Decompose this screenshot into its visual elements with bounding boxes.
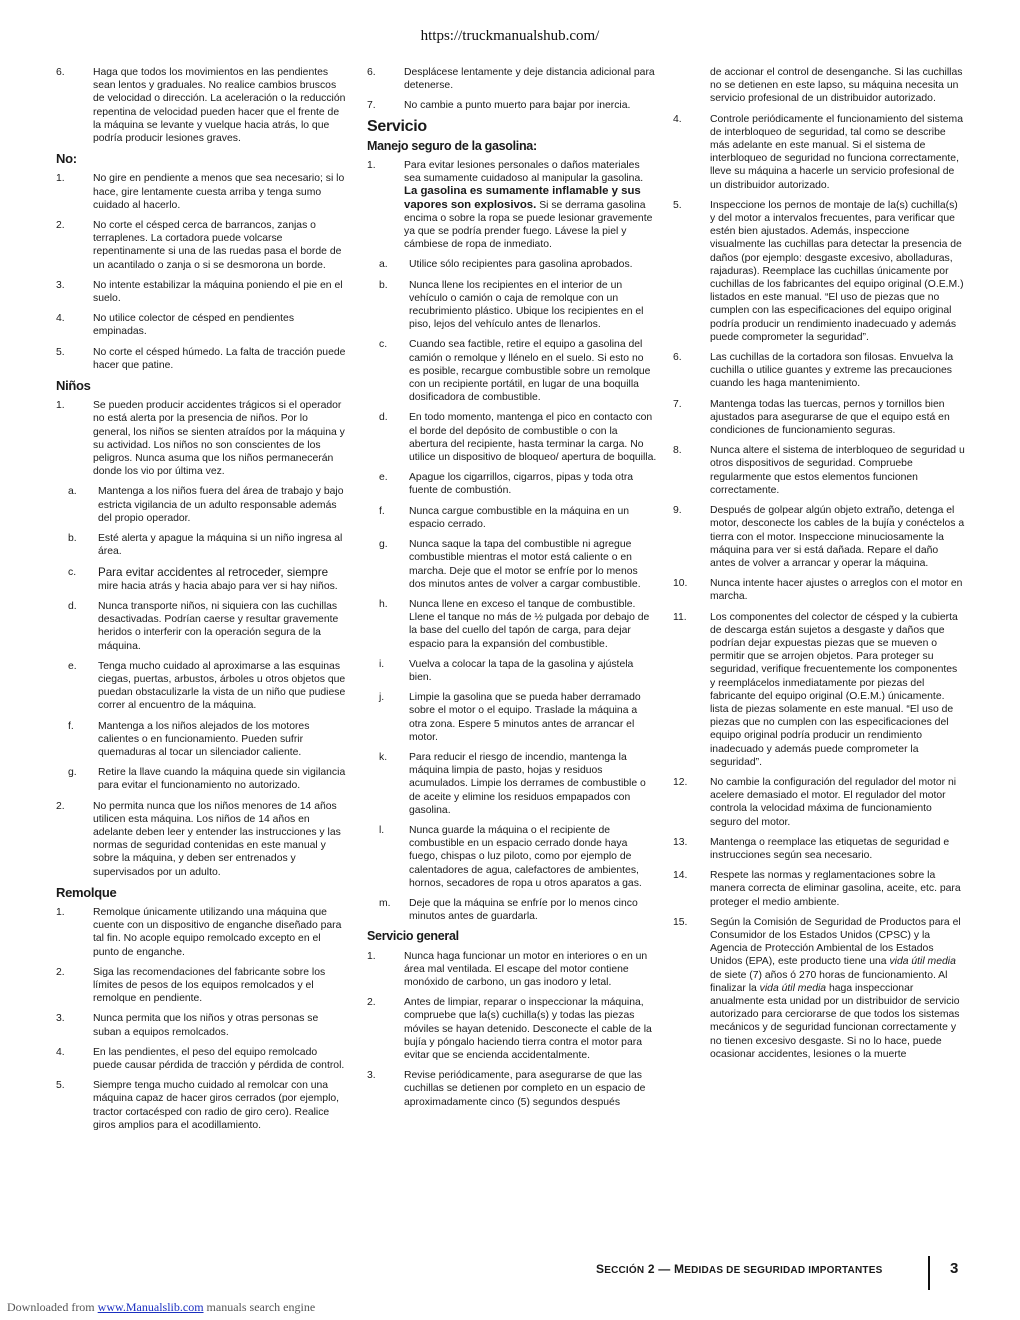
list-item: 14. Respete las normas y reglamentaciones sobre la manera correcta de eliminar gasolina, aceite, etc. para proteger el medio ambiente. [673, 870, 961, 908]
heading-remolque: Remolque [56, 884, 117, 900]
sub-list-item: b. Nunca llene los recipientes en el interior de un vehículo o camión o caja de remolque con un recubrimiento plástico. Ubique los recipientes en el piso, lejos del vehículo antes de llenarlos. [379, 279, 644, 331]
list-item: 3. No intente estabilizar la máquina poniendo el pie en el suelo. [56, 279, 343, 305]
sub-list-item: d. Nunca transporte niños, ni siquiera con las cuchillas desactivadas. Podrían caerse y resultar gravemente heridos o interferir con la operación segura de la máquina. [68, 600, 339, 652]
list-item: 1. Se pueden producir accidentes trágicos si el operador no está alerta por la presencia de niños. Por lo general, los niños se sienten atraídos por la máquina y su actividad. Los niños no son conscientes de los peligros. Nunca asuma que los niños permanecerán donde los vio por última vez. [56, 400, 345, 478]
list-item: 4. No utilice colector de césped en pendientes empinadas. [56, 313, 295, 338]
list-item: 13. Mantenga o reemplace las etiquetas de seguridad e instrucciones según sea necesario. [673, 836, 950, 861]
heading-ninos: Niños [56, 378, 91, 394]
column-1 [56, 66, 348, 1139]
sub-list-item: c. Para evitar accidentes al retroceder, siempre mire hacia atrás y hacia abajo para ver si hay niños. [68, 565, 338, 592]
sub-list-item: f. Mantenga a los niños alejados de los motores calientes o en funcionamiento. Pueden sufrir quemaduras al tocar un silenciador caliente. [68, 720, 310, 758]
list-item: 7. No cambie a punto muerto para bajar por inercia. [367, 100, 631, 112]
section-footer: SECCIÓN 2 — MEDIDAS DE SEGURIDAD IMPORTANTES [596, 1262, 883, 1276]
page-number: 3 [950, 1260, 959, 1277]
list-item: 6. Haga que todos los movimientos en las pendientes sean lentos y graduales. No realice cambios bruscos de velocidad o dirección. La aceleración o la reducción repentina de velocidad pueden hacer que el frente de la máquina se levante y vuelque hacia atrás, lo que podría producir lesiones graves. [56, 67, 346, 145]
list-item: 1. Nunca haga funcionar un motor en interiores o en un área mal ventilada. El escape del motor contiene monóxido de carbono, un gas inodoro y letal. [367, 950, 648, 988]
sub-list-item: j. Limpie la gasolina que se pueda haber derramado sobre el motor o el equipo. Traslade la máquina a otra zona. Espere 5 minutos antes de arrancar el motor. [379, 692, 641, 743]
continued-text: de accionar el control de desenganche. Si las cuchillas no se detienen en este lapso, su máquina necesita un servicio profesional de un distribuidor autorizado. [710, 67, 963, 105]
list-item: 11. Los componentes del colector de césped y la cubierta de descarga están sujetos a desgaste y daños que podrían dejar expuestas piezas que se mueven o permitir que se arrojen objetos. Para proteger su seguridad, verifique frecuentemente los componentes y reemplácelos inmediatamente por piezas del fabricante del equipo original (O.E.M.) únicamente. lista de piezas solamente en este manual. “El uso de piezas que no cumplen con las especificaciones del equipo original podría producir un rendimiento inadecuado y además puede comprometer la seguridad”. [673, 611, 958, 768]
heading-servicio-general: Servicio general [367, 929, 459, 944]
list-item: 9. Después de golpear algún objeto extraño, detenga el motor, desconecte los cables de la bujía y conéctelos a tierra con el motor. Inspeccione minuciosamente la máquina para ver si está dañada. Repare el daño antes de volver a arrancar y operar la máquina. [673, 505, 965, 569]
list-item: 4. En las pendientes, el peso del equipo remolcado puede causar pérdida de tracción y pérdida de control. [56, 1046, 345, 1071]
sub-list-item: f. Nunca cargue combustible en la máquina en un espacio cerrado. [379, 505, 630, 530]
list-item: 2. Siga las recomendaciones del fabricante sobre los límites de pesos de los equipos remolcados y el remolque en pendiente. [56, 966, 326, 1005]
sub-list-item: k. Para reducir el riesgo de incendio, mantenga la máquina limpia de pasto, hojas y residuos acumulados. Limpie los derrames de combustible o de aceite y elimine los residuos empapados con gasolina. [379, 751, 646, 816]
heading-gasolina: Manejo seguro de la gasolina: [367, 138, 537, 153]
list-item: 8. Nunca altere el sistema de interbloqueo de seguridad u otros dispositivos de seguridad. Compruebe regularmente que estos elementos funcionen correctamente. [673, 445, 965, 496]
column-3 [673, 66, 965, 1068]
sub-list-item: c. Cuando sea factible, retire el equipo a gasolina del camión o remolque y llénelo en el suelo. Si esto no es posible, recargue combustible sobre un remolque con un recipiente portátil, en lugar de una boquilla dosificadora de combustible. [379, 339, 651, 404]
list-item: 1. Para evitar lesiones personales o daños materiales sea sumamente cuidadoso al manipular la gasolina. La gasolina es sumamente inflamable y sus vapores son explosivos. Si se derrama gasolina encima o sobre la ropa se puede lesionar gravemente ya que se podría prender fuego. Lávese la piel y cámbiese de ropa de inmediato. [367, 160, 653, 251]
download-note: Downloaded from www.Manualslib.com manuals search engine [7, 1300, 316, 1314]
sub-list-item: e. Apague los cigarrillos, cigarros, pipas y toda otra fuente de combustión. [379, 472, 634, 497]
list-item: 12. No cambie la configuración del regulador del motor ni acelere demasiado el motor. El regulador del motor controla la velocidad máxima de funcionamiento seguro del motor. [673, 776, 957, 828]
sub-list-item: b. Esté alerta y apague la máquina si un niño ingresa al área. [68, 533, 343, 558]
footer-divider [928, 1256, 930, 1290]
list-item: 1. Remolque únicamente utilizando una máquina que cuente con un dispositivo de enganche diseñado para tal fin. No acople equipo remolcado excepto en el punto de enganche. [56, 906, 342, 958]
sub-list-item: m. Deje que la máquina se enfríe por lo menos cinco minutos antes de guardarla. [379, 897, 638, 923]
column-2 [367, 66, 657, 1116]
list-item: 5. Siempre tenga mucho cuidado al remolcar con una máquina capaz de hacer giros cerrados (por ejemplo, tractor cortacésped con radio de giro cero). Realice giros amplios para el acodillamiento. [56, 1080, 340, 1131]
list-item: 7. Mantenga todas las tuercas, pernos y tornillos bien ajustados para asegurarse de que el equipo está en condiciones de funcionamiento seguras. [673, 398, 950, 437]
sub-list-item: l. Nunca guarde la máquina o el recipiente de combustible en un espacio cerrado donde haya fuego, chispas o luz piloto, como por ejemplo de calentadores de agua, calefactores de ambientes, hornos, secadores de ropa u otros aparatos a gas. [379, 824, 642, 889]
list-item: 4. Controle periódicamente el funcionamiento del sistema de interbloqueo de seguridad, tal como se describe más adelante en este manual. Si el sistema de interbloqueo de seguridad no funciona correctamente, lleve su máquina a hacerle un servicio profesional de un distribuidor autorizado. [673, 113, 963, 191]
list-item: 2. Antes de limpiar, reparar o inspeccionar la máquina, compruebe que la(s) cuchilla(s) y todas las piezas móviles se hayan detenido. Desconecte el cable de la bujía y póngalo haciendo tierra contra el motor para evitar que se encienda accidentalmente. [367, 997, 652, 1061]
sub-list-item: a. Utilice sólo recipientes para gasolina aprobados. [379, 259, 633, 271]
sub-list-item: h. Nunca llene en exceso el tanque de combustible. Llene el tanque no más de ½ pulgada por debajo de la base del cuello del tapón de carga, para dejar espacio para la expansión del combustible. [379, 598, 650, 650]
list-item: 6. Las cuchillas de la cortadora son filosas. Envuelva la cuchilla o utilice guantes y extreme las precauciones cuando les haga mantenimiento. [673, 352, 954, 390]
sub-list-item: g. Retire la llave cuando la máquina quede sin vigilancia para evitar el funcionamiento no autorizado. [68, 767, 346, 792]
sub-list-item: e. Tenga mucho cuidado al aproximarse a las esquinas ciegas, puertas, arbustos, árboles u otros objetos que puedan obstaculizarle la vista de un niño que pudiese correr al encuentro de la máquina. [68, 660, 346, 712]
list-item: 5. No corte el césped húmedo. La falta de tracción puede hacer que patine. [56, 346, 346, 371]
list-item: 15. Según la Comisión de Seguridad de Productos para el Consumidor de los Estados Unidos (CPSC) y la Agencia de Protección Ambiental de los Estados Unidos (EPA), este producto tiene una vida útil media de siete (7) años ó 270 horas de funcionamiento. Al finalizar la vida útil media haga inspeccionar anualmente esta unidad por un distribuidor de servicio autorizado para cerciorarse de que todos los sistemas mecánicos y de seguridad funcionan correctamente y no tienen excesivo desgaste. Si no lo hace, puede ocasionar accidentes, lesiones o la muerte [673, 916, 961, 1060]
header-url[interactable]: https://truckmanualshub.com/ [420, 28, 600, 44]
sub-list-item: a. Mantenga a los niños fuera del área de trabajo y bajo estricta vigilancia de un adulto responsable además del propio operador. [68, 486, 344, 524]
list-item: 10. Nunca intente hacer ajustes o arreglos con el motor en marcha. [673, 578, 963, 603]
list-item: 6. Desplácese lentamente y deje distancia adicional para detenerse. [367, 67, 655, 92]
list-item: 3. Nunca permita que los niños y otras personas se suban a equipos remolcados. [56, 1013, 319, 1038]
list-item: 2. No corte el césped cerca de barrancos, zanjas o terraplenes. La cortadora puede volcarse repentinamente si una de las ruedas pasa el borde de un acantilado o zanja o si se desmorona un borde. [56, 220, 342, 271]
heading-servicio: Servicio [367, 117, 427, 135]
list-item: 5. Inspeccione los pernos de montaje de la(s) cuchilla(s) y del motor a intervalos frecuentes, para verificar que estén bien ajustados. Además, inspeccione visualmente las cuchillas para detectar la presencia de daños (por ejemplo: desgaste excesivo, abolladuras, rajaduras). Reemplace las cuchillas únicamente por cuchillas de los fabricantes del equipo original (O.E.M.) listados en este manual. “El uso de piezas que no cumplen con las especificaciones del equipo original podría producir un rendimiento inadecuado y además puede comprometer la seguridad”. [673, 199, 964, 343]
manualslib-link[interactable]: www.Manualslib.com [97, 1300, 204, 1314]
sub-list-item: d. En todo momento, mantenga el pico en contacto con el borde del depósito de combustible o con la abertura del recipiente, hasta terminar la carga. No utilice un dispositivo de bloqueo/ apertura de boquilla. [379, 412, 657, 464]
list-item: 3. Revise periódicamente, para asegurarse de que las cuchillas se detienen por completo en un espacio de aproximadamente cinco (5) segundos después [367, 1070, 646, 1108]
list-item: 2. No permita nunca que los niños menores de 14 años utilicen esta máquina. Los niños de 14 años en adelante deben leer y entender las instrucciones y las normas de seguridad contenidas en este manual y sobre la máquina, y deben ser entrenados y supervisados por un adulto. [56, 800, 341, 878]
list-item: 1. No gire en pendiente a menos que sea necesario; si lo hace, gire lentamente cuesta arriba y tenga sumo cuidado al hacerlo. [56, 173, 345, 211]
sub-list-item: i. Vuelva a colocar la tapa de la gasolina y ajústela bien. [379, 658, 634, 683]
sub-list-item: g. Nunca saque la tapa del combustible ni agregue combustible mientras el motor está caliente o en marcha. Deje que el motor se enfríe por lo menos dos minutos antes de volver a cargar combustible. [379, 539, 641, 590]
heading-no: No: [56, 151, 77, 167]
